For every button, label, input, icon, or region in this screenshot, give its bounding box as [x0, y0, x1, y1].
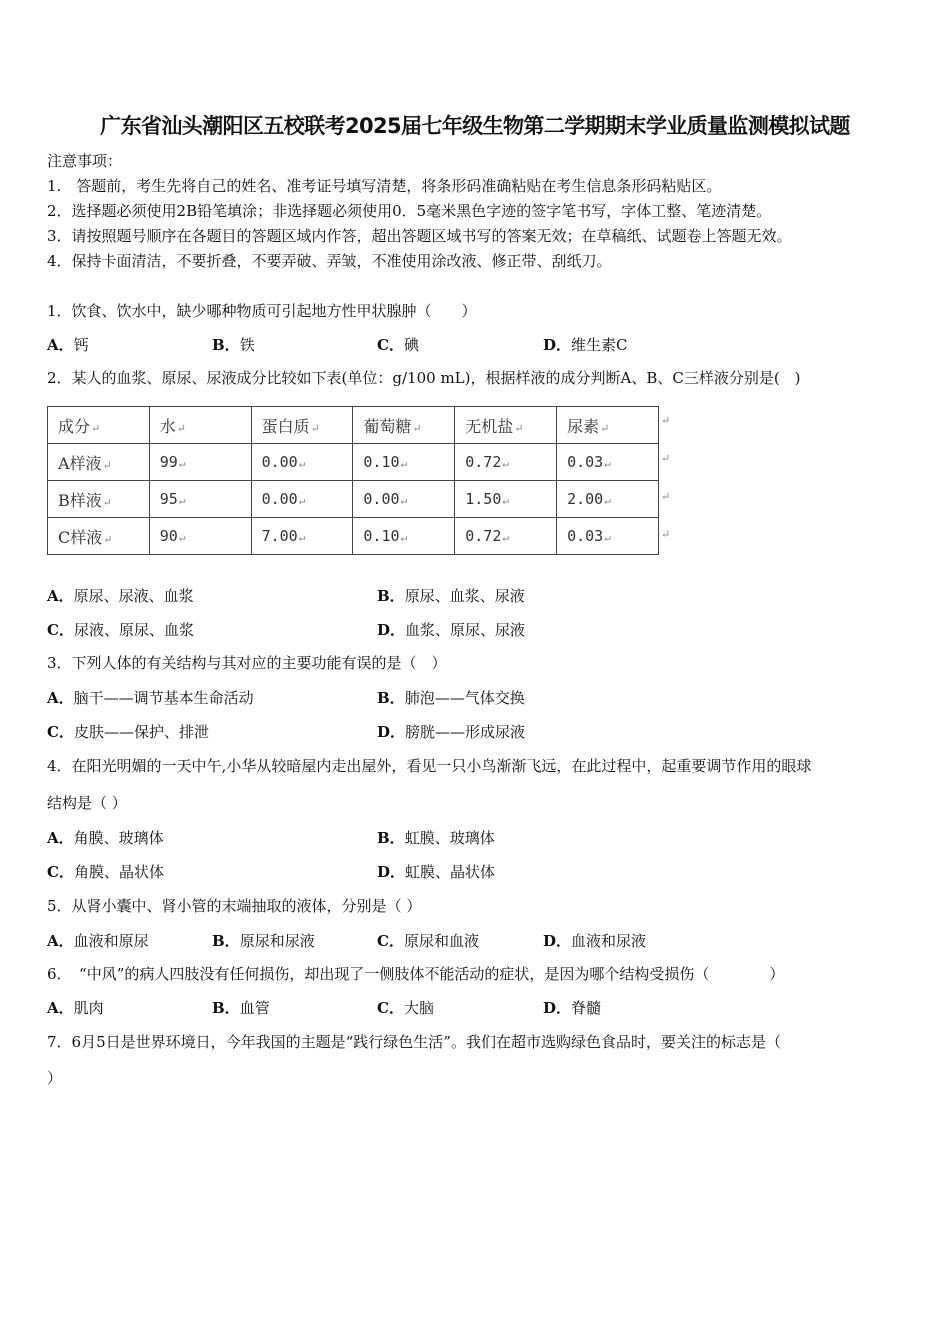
question-4-option-a: A．角膜、玻璃体	[47, 829, 164, 847]
table-header-cell: 水↵	[149, 407, 251, 444]
question-3-option-b: B．肺泡——气体交换	[377, 689, 525, 707]
table-cell: 0.10↵	[353, 518, 455, 555]
question-3-option-a: A．脑干——调节基本生命活动	[47, 689, 254, 707]
table-cell: 0.72↵	[455, 444, 557, 481]
question-3-stem: 3．下列人体的有关结构与其对应的主要功能有误的是（ ）	[47, 654, 447, 672]
question-4-option-b: B．虹膜、玻璃体	[377, 829, 495, 847]
table-cell: 2.00↵	[557, 481, 659, 518]
question-1-stem: 1．饮食、饮水中，缺少哪种物质可引起地方性甲状腺肿（ ）	[47, 302, 477, 320]
table-header-row	[48, 407, 659, 444]
table-cell: 0.00↵	[251, 481, 353, 518]
table-header-cell: 无机盐↵	[455, 407, 557, 444]
table-cell: 0.10↵	[353, 444, 455, 481]
table-cell: 7.00↵	[251, 518, 353, 555]
question-1-option-b: B．铁	[212, 336, 255, 354]
notice-item: 4．保持卡面清洁，不要折叠，不要弄破、弄皱，不准使用涂改液、修正带、刮纸刀。	[47, 252, 612, 270]
table-cell: 0.72↵	[455, 518, 557, 555]
question-5-stem: 5．从肾小囊中、肾小管的末端抽取的液体，分别是（ ）	[47, 897, 422, 915]
question-4-stem-cont: 结构是（ ）	[47, 794, 127, 812]
question-6-option-b: B．血管	[212, 999, 270, 1017]
table-row	[48, 518, 659, 555]
table-header-cell: 蛋白质↵	[251, 407, 353, 444]
page-title: 广东省汕头潮阳区五校联考2025届七年级生物第二学期期末学业质量监测模拟试题	[100, 114, 850, 138]
table-cell: 1.50↵	[455, 481, 557, 518]
paragraph-mark: ↵	[661, 452, 671, 465]
question-7-stem: 7．6月5日是世界环境日，今年我国的主题是“践行绿色生活”。我们在超市选购绿色食品时，要关注的标志是（	[47, 1033, 781, 1051]
notice-item: 1. 答题前，考生先将自己的姓名、准考证号填写清楚，将条形码准确粘贴在考生信息条形码粘贴区。	[47, 177, 722, 195]
table-cell: 90↵	[149, 518, 251, 555]
question-2-option-b: B．原尿、血浆、尿液	[377, 587, 525, 605]
question-2-option-c: C．尿液、原尿、血浆	[47, 621, 194, 639]
question-2-option-a: A．原尿、尿液、血浆	[47, 587, 194, 605]
paragraph-mark: ↵	[661, 528, 671, 541]
table-cell: B样液↵	[48, 481, 150, 518]
question-5-option-a: A．血液和原尿	[47, 932, 149, 950]
table-cell: 0.00↵	[251, 444, 353, 481]
notice-heading: 注意事项：	[47, 152, 123, 170]
question-3-option-c: C．皮肤——保护、排泄	[47, 723, 209, 741]
composition-table	[47, 406, 659, 555]
question-1-option-c: C．碘	[377, 336, 419, 354]
table-cell: 95↵	[149, 481, 251, 518]
question-4-option-d: D．虹膜、晶状体	[377, 863, 496, 881]
question-5-option-d: D．血液和尿液	[543, 932, 647, 950]
question-6-option-d: D．脊髓	[543, 999, 602, 1017]
question-4-option-c: C．角膜、晶状体	[47, 863, 164, 881]
table-cell: A样液↵	[48, 444, 150, 481]
question-1-option-a: A．钙	[47, 336, 89, 354]
table-header-cell: 尿素↵	[557, 407, 659, 444]
question-2-stem: 2．某人的血浆、原尿、尿液成分比较如下表(单位：g/100 mL)，根据样液的成分判断A、B、C三样液分别是( )	[47, 369, 801, 387]
question-2-option-d: D．血浆、原尿、尿液	[377, 621, 526, 639]
paragraph-mark: ↵	[661, 414, 671, 427]
table-cell: 0.00↵	[353, 481, 455, 518]
table-cell: 99↵	[149, 444, 251, 481]
table-header-cell: 葡萄糖↵	[353, 407, 455, 444]
table-row	[48, 481, 659, 518]
question-6-stem: 6． “中风”的病人四肢没有任何损伤，却出现了一侧肢体不能活动的症状，是因为哪个结构受损伤（ ）	[47, 965, 785, 983]
table-cell: C样液↵	[48, 518, 150, 555]
question-6-option-a: A．肌肉	[47, 999, 104, 1017]
paragraph-mark: ↵	[661, 490, 671, 503]
question-4-stem: 4．在阳光明媚的一天中午,小华从较暗屋内走出屋外，看见一只小鸟渐渐飞远，在此过程中，起重要调节作用的眼球	[47, 757, 812, 775]
table-header-cell: 成分↵	[48, 407, 150, 444]
question-7-stem-cont: ）	[47, 1069, 63, 1087]
question-5-option-b: B．原尿和尿液	[212, 932, 315, 950]
question-3-option-d: D．膀胱——形成尿液	[377, 723, 526, 741]
table-cell: 0.03↵	[557, 444, 659, 481]
question-6-option-c: C．大脑	[377, 999, 434, 1017]
question-5-option-c: C．原尿和血液	[377, 932, 479, 950]
table-cell: 0.03↵	[557, 518, 659, 555]
question-1-option-d: D．维生素C	[543, 336, 628, 354]
notice-item: 2．选择题必须使用2B铅笔填涂；非选择题必须使用0．5毫米黑色字迹的签字笔书写，字体工整、笔迹清楚。	[47, 202, 772, 220]
table-row	[48, 444, 659, 481]
notice-item: 3．请按照题号顺序在各题目的答题区域内作答，超出答题区域书写的答案无效；在草稿纸、试题卷上答题无效。	[47, 227, 792, 245]
